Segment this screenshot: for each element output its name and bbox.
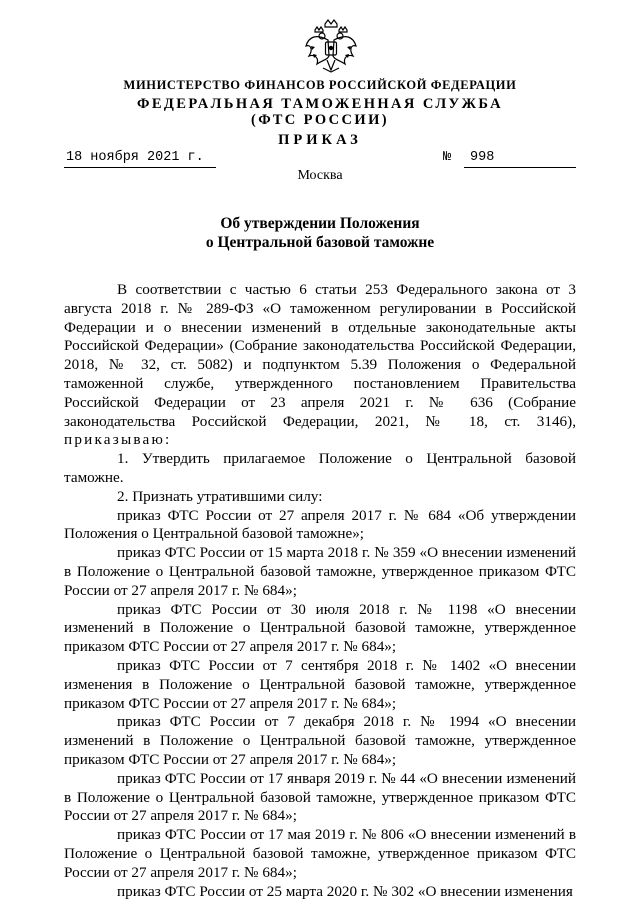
number-sign: № xyxy=(443,150,452,165)
repealed-order-3: приказ ФТС России от 30 июля 2018 г. № 1198 «О внесении изменений в Положение о Центральной базовой таможне, утвержденное приказом ФТС России от 27 апреля 2017 г. № 684»; xyxy=(64,600,576,656)
title-line-1: Об утверждении Положения xyxy=(220,215,420,232)
service-name: ФЕДЕРАЛЬНАЯ ТАМОЖЕННАЯ СЛУЖБА xyxy=(136,96,503,112)
clause-2: 2. Признать утратившими силу: xyxy=(117,487,323,505)
order-number: 998 xyxy=(470,150,495,165)
repealed-order-2: приказ ФТС России от 15 марта 2018 г. № 359 «О внесении изменений в Положение о Центральной базовой таможне, утвержденное приказом ФТС России от 27 апреля 2017 г. № 684»; xyxy=(64,544,576,599)
ministry-name: МИНИСТЕРСТВО ФИНАНСОВ РОССИЙСКОЙ ФЕДЕРАЦИИ xyxy=(123,78,517,92)
repealed-order-4: приказ ФТС России от 7 сентября 2018 г. № 1402 «О внесении изменения в Положение о Центральной базовой таможне, утвержденное приказом ФТС России от 27 апреля 2017 г. № 684»; xyxy=(64,656,576,712)
service-short-name: (ФТС РОССИИ) xyxy=(250,112,390,128)
order-date: 18 ноября 2021 г. xyxy=(66,150,204,165)
order-title xyxy=(0,214,640,252)
title-line-2: о Центральной базовой таможне xyxy=(205,234,435,251)
order-command: приказываю: xyxy=(64,431,172,449)
repealed-order-7: приказ ФТС России от 17 мая 2019 г. № 806 «О внесении изменений в Положение о Центральной базовой таможне, утвержденное приказом ФТС России от 27 апреля 2017 г. № 684»; xyxy=(64,826,576,881)
document-type: ПРИКАЗ xyxy=(278,132,362,148)
repealed-order-6: приказ ФТС России от 17 января 2019 г. № 44 «О внесении изменений в Положение о Центральной базовой таможне, утвержденное приказом ФТС России от 27 апреля 2017 г. № 684»; xyxy=(64,769,576,825)
repealed-order-8: приказ ФТС России от 25 марта 2020 г. № 302 «О внесении изменения xyxy=(117,882,573,900)
repealed-order-1: приказ ФТС России от 27 апреля 2017 г. № 684 «Об утверждении Положения о Центральной базовой таможне»; xyxy=(64,506,576,543)
coat-of-arms-icon xyxy=(303,16,359,76)
city: Москва xyxy=(297,168,343,183)
clause-1: 1. Утвердить прилагаемое Положение о Центральной базовой таможне. xyxy=(64,450,576,486)
preamble-paragraph xyxy=(64,281,576,450)
repealed-order-5: приказ ФТС России от 7 декабря 2018 г. № 1994 «О внесении изменений в Положение о Центральной базовой таможне, утвержденное приказом ФТС России от 27 апреля 2017 г. № 684»; xyxy=(64,713,576,768)
preamble-text: В соответствии с частью 6 статьи 253 Федерального закона от 3 августа 2018 г. № 289-ФЗ «О таможенном регулировании в Российской Федерации и о внесении изменений в отдельные законодательные акты Российской Федерации» (Собрание законодательства Российской Федерации, 2018, № 32, ст. 5082) и подпунктом 5.39 Положения о Федеральной таможенной службе, утвержденного постановлением Правительства Российской Федерации от 23 апреля 2021 г. № 636 (Собрание законодательства Российской Федерации, 2021, № 18, ст. 3146), xyxy=(64,281,576,430)
order-body xyxy=(64,281,576,901)
